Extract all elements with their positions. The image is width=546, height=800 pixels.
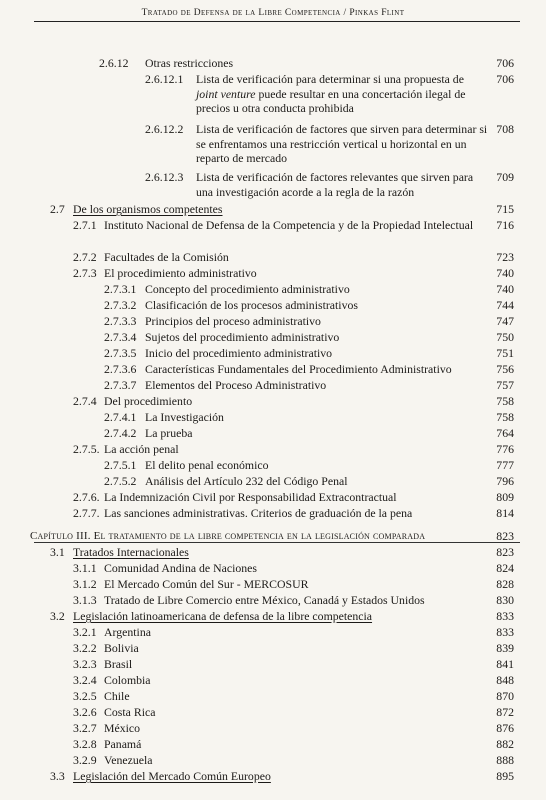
entry-number: 2.7.3.3 [104,314,137,328]
entry-page: 814 [496,506,514,520]
entry-title: Chile [104,689,130,703]
entry-page: 833 [496,625,514,639]
entry-page: 876 [496,721,514,735]
entry-page: 895 [496,769,514,783]
entry-number: 3.1 [50,545,65,559]
entry-number: 3.2.3 [73,657,97,671]
entry-number: 2.7 [50,202,65,216]
entry-number: 3.1.2 [73,577,97,591]
entry-page: 740 [496,282,514,296]
entry-title: Bolivia [104,641,139,655]
entry-page: 747 [496,314,514,328]
entry-number: 2.7.3.6 [104,362,137,376]
entry-page: 841 [496,657,514,671]
entry-title: Costa Rica [104,705,156,719]
entry-title: La Indemnización Civil por Responsabilidad Extracontractual [104,490,397,504]
entry-number: 2.7.4.1 [104,410,137,424]
entry-title: Comunidad Andina de Naciones [104,561,258,575]
emphasis-text: joint venture [196,86,256,101]
entry-title: Características Fundamentales del Procedimiento Administrativo [145,362,452,376]
entry-page: 870 [496,689,514,703]
entry-number: 2.7.4 [73,394,97,408]
entry-page: 723 [496,250,514,264]
running-header: Tratado de Defensa de la Libre Competencia / Pinkas Flint [141,8,405,18]
entry-number: 2.7.7. [73,506,100,520]
entry-page: 706 [496,72,514,86]
entry-title: Clasificación de los procesos administrativos [145,298,358,312]
entry-number: 3.2.5 [73,689,97,703]
entry-page: 708 [496,122,514,136]
entry-title: Instituto Nacional de Defensa de la Competencia y de la Propiedad Intelectual [104,218,474,232]
entry-number: 3.3 [50,769,65,783]
entry-page: 882 [496,737,514,751]
entry-title: Las sanciones administrativas. Criterios de graduación de la pena [104,506,413,520]
entry-page: 756 [496,362,514,376]
entry-title: La prueba [145,426,193,440]
entry-page: 848 [496,673,514,687]
entry-number: 2.7.2 [73,250,97,264]
entry-title: Venezuela [104,753,153,767]
entry-title: Del procedimiento [104,394,193,408]
entry-page: 750 [496,330,514,344]
entry-number: 2.7.1 [73,218,97,232]
entry-number: 3.2 [50,609,65,623]
entry-number: 2.7.3.2 [104,298,137,312]
entry-title: La acción penal [104,442,179,456]
entry-page: 809 [496,490,514,504]
entry-number: 3.2.4 [73,673,97,687]
entry-number: 2.6.12.1 [145,72,184,86]
entry-page: 888 [496,753,514,767]
entry-title: Elementos del Proceso Administrativo [145,378,327,392]
entry-title: Concepto del procedimiento administrativo [145,282,350,296]
entry-number: 2.6.12.3 [145,170,184,184]
entry-title: El Mercado Común del Sur - MERCOSUR [104,577,309,591]
entry-page: 823 [496,545,514,559]
entry-page: 796 [496,474,514,488]
entry-page: 715 [496,202,514,216]
entry-title: Principios del proceso administrativo [145,314,321,328]
entry-number: 3.2.1 [73,625,97,639]
chapter-title: Capítulo III. El tratamiento de la libre competencia en la legislación comparada [30,530,426,542]
entry-title: Otras restricciones [145,56,234,70]
entry-number: 3.2.8 [73,737,97,751]
entry-title: Argentina [104,625,151,639]
entry-title: Lista de verificación de factores que sirven para determinar si se enfrentamos una restricción vertical u horizontal en un reparto de mercado [196,122,488,165]
entry-page: 740 [496,266,514,280]
entry-number: 3.1.1 [73,561,97,575]
entry-title: Sujetos del procedimiento administrativo [145,330,340,344]
entry-title: Facultades de la Comisión [104,250,229,264]
entry-number: 3.2.9 [73,753,97,767]
entry-title: Brasil [104,657,133,671]
entry-page: 758 [496,394,514,408]
header-rule [34,21,520,22]
entry-page: 777 [496,458,514,472]
entry-title: Legislación del Mercado Común Europeo [73,769,271,783]
entry-title: Tratado de Libre Comercio entre México, Canadá y Estados Unidos [104,593,425,607]
entry-page: 839 [496,641,514,655]
entry-number: 2.7.3.1 [104,282,137,296]
entry-page: 709 [496,170,514,184]
entry-title: El delito penal económico [145,458,269,472]
entry-number: 2.7.5.1 [104,458,137,472]
entry-number: 2.7.3.4 [104,330,137,344]
entry-number: 2.7.4.2 [104,426,137,440]
entry-page: 833 [496,609,514,623]
entry-title: Inicio del procedimiento administrativo [145,346,333,360]
entry-title: Legislación latinoamericana de defensa de la libre competencia [73,609,373,623]
entry-page: 830 [496,593,514,607]
entry-page: 751 [496,346,514,360]
entry-page: 823 [496,529,514,543]
entry-number: 2.7.3.7 [104,378,137,392]
entry-page: 716 [496,218,514,232]
entry-title: Lista de verificación para determinar si una propuesta de joint venture puede resultar en una concertación ilegal de precios u otra conducta prohibida [196,72,466,115]
entry-number: 2.7.3 [73,266,97,280]
entry-number: 2.7.6. [73,490,100,504]
chapter-rule [34,542,520,543]
entry-page: 758 [496,410,514,424]
entry-title: Análisis del Artículo 232 del Código Penal [145,474,348,488]
entry-title: México [104,721,141,735]
entry-page: 828 [496,577,514,591]
entry-number: 2.7.5.2 [104,474,137,488]
entry-number: 2.6.12 [99,56,129,70]
entry-title: La Investigación [145,410,224,424]
entry-page: 706 [496,56,514,70]
entry-page: 744 [496,298,514,312]
entry-page: 757 [496,378,514,392]
entry-number: 3.2.7 [73,721,97,735]
entry-number: 3.1.3 [73,593,97,607]
entry-title: Colombia [104,673,151,687]
entry-page: 776 [496,442,514,456]
entry-title: De los organismos competentes [73,202,223,216]
entry-title: Tratados Internacionales [73,545,189,559]
entry-number: 2.6.12.2 [145,122,184,136]
entry-number: 2.7.5. [73,442,100,456]
entry-title: Panamá [104,737,142,751]
entry-title: Lista de verificación de factores relevantes que sirven para una investigación acorde a la regla de la razón [196,170,474,199]
entry-number: 2.7.3.5 [104,346,137,360]
entry-page: 764 [496,426,514,440]
entry-number: 3.2.2 [73,641,97,655]
entry-page: 872 [496,705,514,719]
entry-title: El procedimiento administrativo [104,266,257,280]
entry-number: 3.2.6 [73,705,97,719]
entry-page: 824 [496,561,514,575]
